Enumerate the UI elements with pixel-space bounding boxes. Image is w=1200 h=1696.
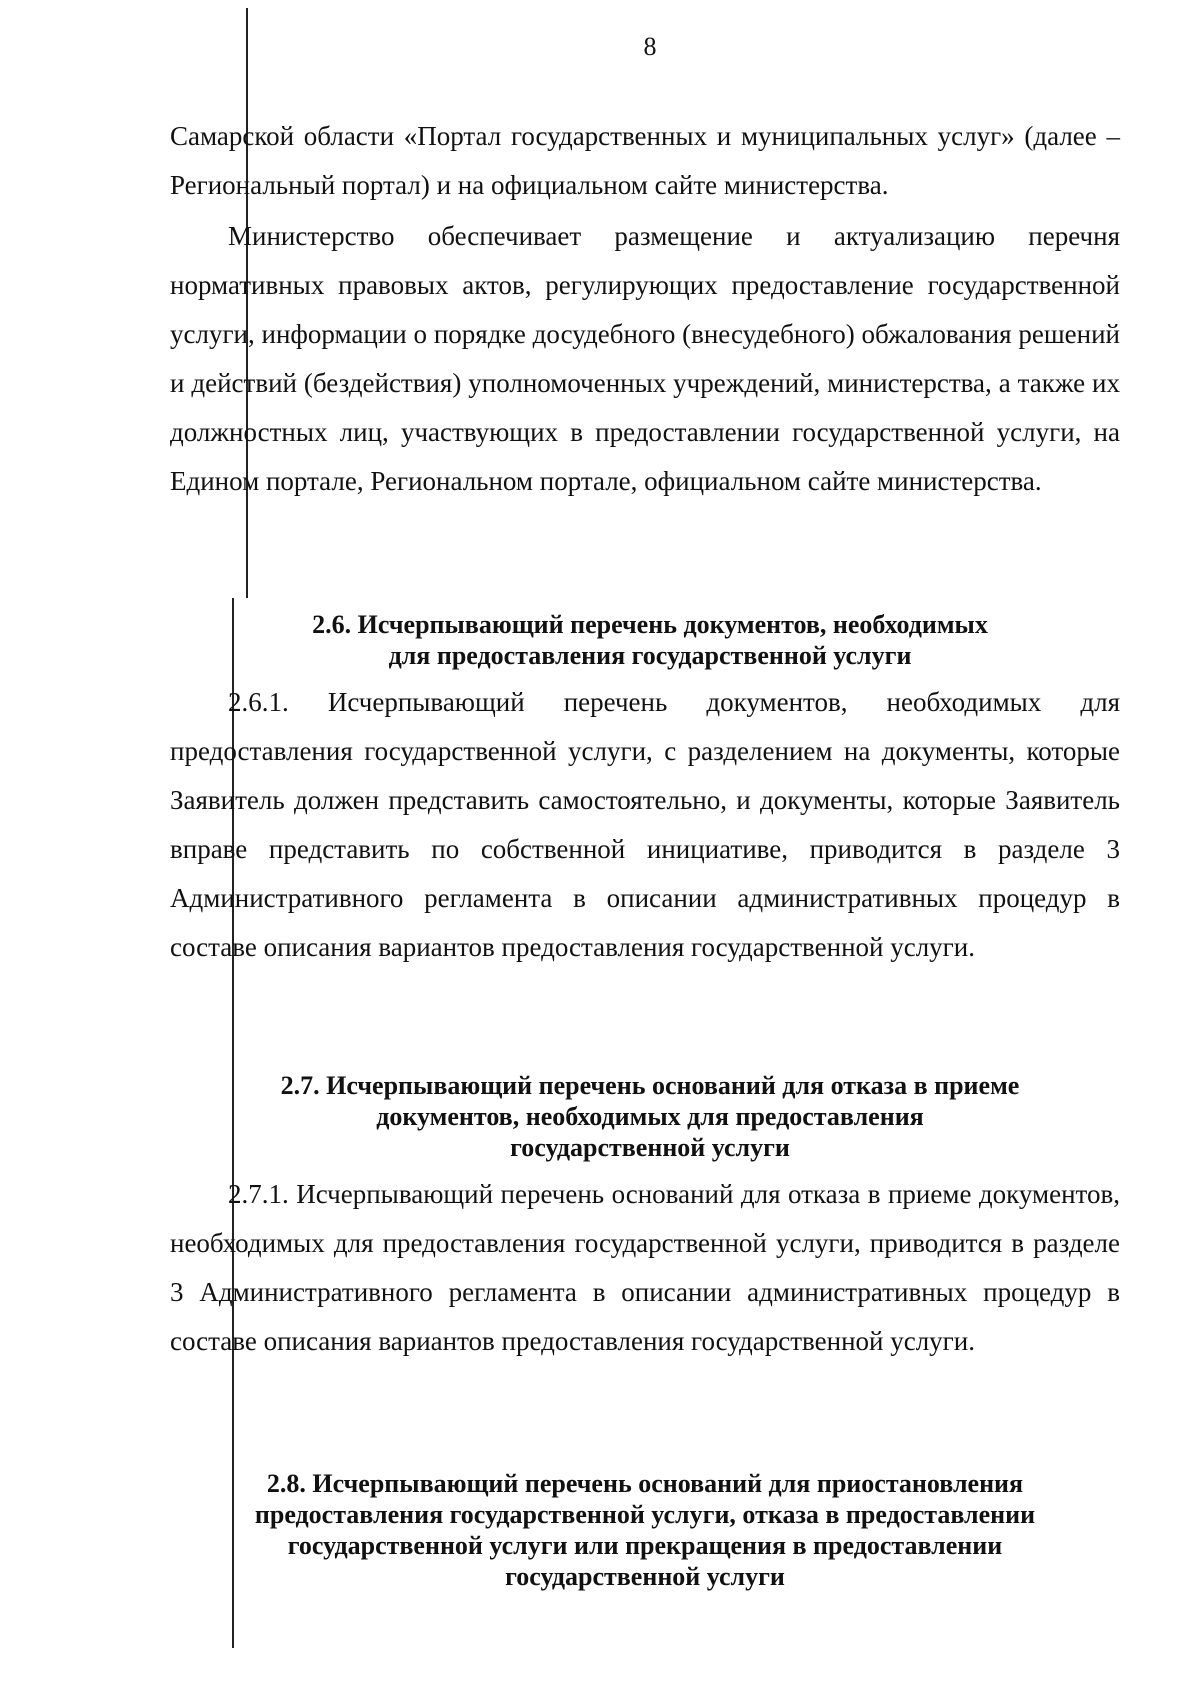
heading-line: государственной услуги [510,1133,790,1162]
page-number: 8 [643,32,657,61]
heading-line: 2.7. Исчерпывающий перечень оснований для отказа в приеме [280,1071,1020,1100]
heading-line: предоставления государственной услуги, отказа в предоставлении [254,1500,1036,1529]
paragraph: Министерство обеспечивает размещение и актуализацию перечня нормативных правовых актов, регулирующих предоставление государственной услуги, информации о порядке досудебного (внесудебного) обжалования решений и действий (бездействия) уполномоченных учреждений, министерства, а также их должностных лиц, участвующих в предоставлении государственной услуги, на Едином портале, Региональном портале, официальном сайте министерства. [170,221,1120,496]
section-heading-2-6 [175,609,1125,671]
heading-line: документов, необходимых для предоставления [376,1102,924,1131]
heading-line: 2.8. Исчерпывающий перечень оснований для приостановления [266,1469,1024,1498]
paragraph: 2.6.1. Исчерпывающий перечень документов, необходимых для предоставления государственной услуги, с разделением на документы, которые Заявитель должен представить самостоятельно, и документы, которые Заявитель вправе представить по собственной инициативе, приводится в разделе 3 Административного регламента в описании административных процедур в составе описания вариантов предоставления государственной услуги. [170,687,1120,962]
heading-line: 2.6. Исчерпывающий перечень документов, необходимых [312,610,988,639]
heading-line: государственной услуги или прекращения в предоставлении [287,1531,1003,1560]
section-heading-2-8 [170,1468,1120,1592]
section-heading-2-7 [175,1070,1125,1163]
paragraph: Самарской области «Портал государственных и муниципальных услуг» (далее – Региональный портал) и на официальном сайте министерства. [170,121,1120,200]
heading-line: государственной услуги [505,1562,785,1591]
heading-line: для предоставления государственной услуги [388,641,912,670]
paragraph: 2.7.1. Исчерпывающий перечень оснований для отказа в приеме документов, необходимых для предоставления государственной услуги, приводится в разделе 3 Административного регламента в описании административных процедур в составе описания вариантов предоставления государственной услуги. [170,1179,1120,1356]
